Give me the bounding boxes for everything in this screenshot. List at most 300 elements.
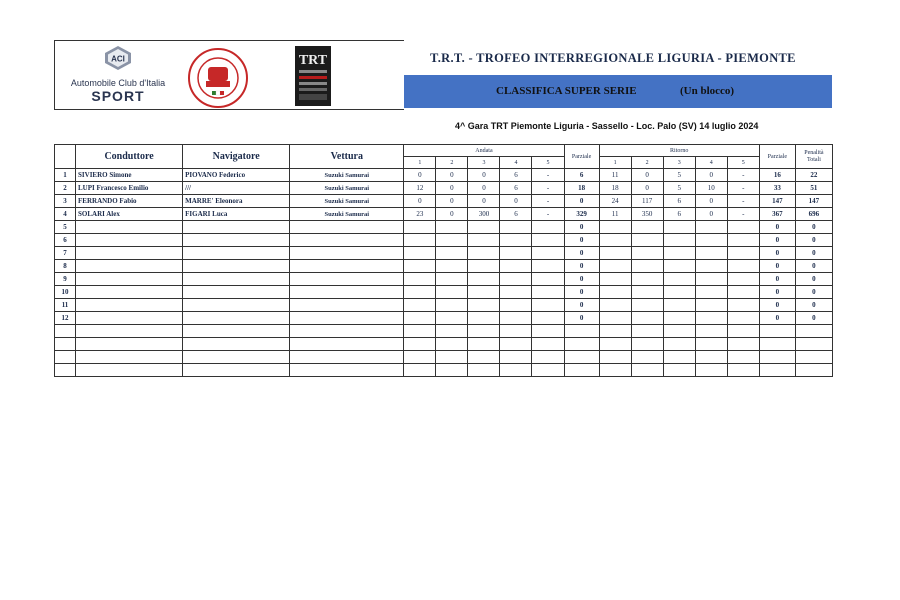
vettura-cell [290,312,404,325]
andata-prova-cell [404,234,436,247]
position-cell: 5 [55,221,76,234]
position-cell: 2 [55,182,76,195]
aci-sport-logo [63,45,173,107]
andata-prova-cell [532,221,564,234]
aci-emblem-icon [103,45,133,71]
andata-prova-cell [532,364,564,377]
ritorno-prova-cell: 350 [631,208,663,221]
position-cell: 7 [55,247,76,260]
totale-cell: 0 [795,286,832,299]
totale-cell [795,364,832,377]
andata-prova-cell [436,351,468,364]
andata-prova-cell [404,351,436,364]
ritorno-prova-cell [663,325,695,338]
header-penalita: Penalità Totali [795,145,832,169]
position-cell: 3 [55,195,76,208]
table-row [55,312,833,325]
vettura-cell: Suzuki Samurai [290,169,404,182]
header-andata-prova-4: 4 [500,157,532,169]
position-cell: 10 [55,286,76,299]
andata-prova-cell [468,312,500,325]
table-row [55,195,833,208]
ritorno-prova-cell [695,364,727,377]
parziale-ritorno-cell: 147 [759,195,795,208]
conduttore-cell [76,312,183,325]
aci-sport-text: SPORT [91,88,145,104]
ritorno-prova-cell [631,273,663,286]
svg-text:ACI: ACI [111,54,125,64]
andata-prova-cell [468,299,500,312]
table-row [55,169,833,182]
andata-prova-cell [500,312,532,325]
ritorno-prova-cell [663,364,695,377]
ritorno-prova-cell [695,273,727,286]
ritorno-prova-cell [599,338,631,351]
parziale-ritorno-cell [759,338,795,351]
conduttore-cell [76,299,183,312]
ritorno-prova-cell [727,234,759,247]
andata-prova-cell [468,338,500,351]
header-ritorno-prova-2: 2 [631,157,663,169]
parziale-andata-cell: 0 [564,299,599,312]
conduttore-cell [76,286,183,299]
header-andata-prova-2: 2 [436,157,468,169]
position-cell [55,351,76,364]
header-andata-prova-3: 3 [468,157,500,169]
andata-prova-cell [404,312,436,325]
andata-prova-cell [532,286,564,299]
andata-prova-cell [404,299,436,312]
parziale-andata-cell [564,351,599,364]
totale-cell: 0 [795,273,832,286]
ritorno-prova-cell [695,234,727,247]
andata-prova-cell [404,260,436,273]
ritorno-prova-cell [695,260,727,273]
andata-prova-cell: 6 [500,169,532,182]
andata-prova-cell [436,286,468,299]
header-ritorno-prova-5: 5 [727,157,759,169]
ritorno-prova-cell [663,221,695,234]
andata-prova-cell [500,286,532,299]
table-row [55,182,833,195]
ritorno-prova-cell [727,247,759,260]
andata-prova-cell: 0 [404,169,436,182]
andata-prova-cell: 0 [468,182,500,195]
position-cell: 1 [55,169,76,182]
totale-cell: 51 [795,182,832,195]
navigatore-cell: FIGARI Luca [183,208,290,221]
andata-prova-cell [468,325,500,338]
navigatore-cell [183,260,290,273]
navigatore-cell [183,364,290,377]
andata-prova-cell [500,299,532,312]
parziale-andata-cell: 0 [564,260,599,273]
andata-prova-cell [532,247,564,260]
ritorno-prova-cell [631,364,663,377]
ritorno-prova-cell [663,338,695,351]
ritorno-prova-cell [631,260,663,273]
andata-prova-cell [404,273,436,286]
parziale-ritorno-cell: 0 [759,234,795,247]
conduttore-cell [76,364,183,377]
position-cell [55,338,76,351]
parziale-ritorno-cell: 0 [759,247,795,260]
ritorno-prova-cell: 10 [695,182,727,195]
andata-prova-cell [532,351,564,364]
ritorno-prova-cell [695,351,727,364]
andata-prova-cell: - [532,169,564,182]
position-cell: 4 [55,208,76,221]
ritorno-prova-cell [695,338,727,351]
header-ritorno-prova-1: 1 [599,157,631,169]
andata-prova-cell: 6 [500,208,532,221]
ritorno-prova-cell [631,247,663,260]
ritorno-prova-cell: - [727,169,759,182]
ritorno-prova-cell: 5 [663,169,695,182]
conduttore-cell [76,351,183,364]
andata-prova-cell [500,273,532,286]
andata-prova-cell [500,325,532,338]
totale-cell: 0 [795,312,832,325]
andata-prova-cell: 0 [436,169,468,182]
header-conduttore: Conduttore [76,145,183,169]
position-cell: 8 [55,260,76,273]
andata-prova-cell [436,312,468,325]
totale-cell: 22 [795,169,832,182]
andata-prova-cell [532,234,564,247]
table-row [55,325,833,338]
andata-prova-cell [404,364,436,377]
ritorno-prova-cell [727,364,759,377]
navigatore-cell [183,247,290,260]
parziale-ritorno-cell [759,325,795,338]
conduttore-cell [76,221,183,234]
ritorno-prova-cell [663,299,695,312]
andata-prova-cell [404,338,436,351]
position-cell: 12 [55,312,76,325]
ritorno-prova-cell [599,221,631,234]
ritorno-prova-cell: 0 [695,195,727,208]
ritorno-prova-cell [663,351,695,364]
parziale-ritorno-cell [759,351,795,364]
header-ritorno-prova-4: 4 [695,157,727,169]
navigatore-cell [183,312,290,325]
position-cell [55,325,76,338]
andata-prova-cell [532,273,564,286]
ritorno-prova-cell: 11 [599,208,631,221]
ritorno-prova-cell: - [727,208,759,221]
andata-prova-cell [404,286,436,299]
ritorno-prova-cell [631,312,663,325]
navigatore-cell [183,325,290,338]
table-row [55,208,833,221]
parziale-ritorno-cell: 0 [759,299,795,312]
totale-cell: 696 [795,208,832,221]
totale-cell: 0 [795,247,832,260]
totale-cell: 0 [795,299,832,312]
andata-prova-cell [436,221,468,234]
header-parziale-ritorno: Parziale [759,145,795,169]
position-cell: 9 [55,273,76,286]
vettura-cell [290,351,404,364]
parziale-ritorno-cell: 16 [759,169,795,182]
ritorno-prova-cell [663,312,695,325]
totale-cell: 0 [795,234,832,247]
parziale-andata-cell: 329 [564,208,599,221]
vettura-cell [290,364,404,377]
navigatore-cell [183,273,290,286]
andata-prova-cell [436,247,468,260]
ritorno-prova-cell [599,247,631,260]
header-navigatore: Navigatore [183,145,290,169]
vettura-cell [290,299,404,312]
ritorno-prova-cell [727,312,759,325]
vettura-cell [290,247,404,260]
banner-subtitle: (Un blocco) [680,85,735,97]
parziale-ritorno-cell: 0 [759,312,795,325]
andata-prova-cell [532,260,564,273]
ritorno-prova-cell [599,260,631,273]
andata-prova-cell [532,312,564,325]
header-parziale-andata: Parziale [564,145,599,169]
andata-prova-cell: 6 [500,182,532,195]
event-info: 4^ Gara TRT Piemonte Liguria - Sassello - Loc. Palo (SV) 14 luglio 2024 [455,121,759,131]
navigatore-cell: /// [183,182,290,195]
vettura-cell [290,260,404,273]
ritorno-prova-cell [695,221,727,234]
ritorno-prova-cell: 117 [631,195,663,208]
ritorno-prova-cell [663,234,695,247]
ritorno-prova-cell: 24 [599,195,631,208]
andata-prova-cell [436,299,468,312]
ritorno-prova-cell [663,273,695,286]
parziale-ritorno-cell: 367 [759,208,795,221]
andata-prova-cell: - [532,182,564,195]
ritorno-prova-cell: - [727,182,759,195]
navigatore-cell: PIOVANO Federico [183,169,290,182]
vettura-cell [290,221,404,234]
ritorno-prova-cell: 18 [599,182,631,195]
header-vettura: Vettura [290,145,404,169]
table-row [55,247,833,260]
navigatore-cell [183,338,290,351]
ritorno-prova-cell: - [727,195,759,208]
conduttore-cell [76,338,183,351]
navigatore-cell [183,351,290,364]
ritorno-prova-cell [599,312,631,325]
ritorno-prova-cell [631,299,663,312]
andata-prova-cell: 0 [468,195,500,208]
parziale-andata-cell [564,364,599,377]
ritorno-prova-cell [695,247,727,260]
andata-prova-cell [468,260,500,273]
header-andata-prova-5: 5 [532,157,564,169]
conduttore-cell [76,247,183,260]
parziale-andata-cell: 0 [564,312,599,325]
page-title: T.R.T. - TROFEO INTERREGIONALE LIGURIA - PIEMONTE [430,51,796,65]
conduttore-cell: SOLARI Alex [76,208,183,221]
header-andata-prova-1: 1 [404,157,436,169]
ritorno-prova-cell [727,273,759,286]
table-row [55,234,833,247]
andata-prova-cell [532,338,564,351]
andata-prova-cell: 0 [404,195,436,208]
classification-table [54,144,833,377]
banner-title: CLASSIFICA SUPER SERIE [496,85,637,97]
andata-prova-cell: 0 [500,195,532,208]
ritorno-prova-cell [631,286,663,299]
conduttore-cell [76,273,183,286]
parziale-andata-cell: 0 [564,234,599,247]
conduttore-cell [76,260,183,273]
andata-prova-cell [532,299,564,312]
position-cell: 11 [55,299,76,312]
andata-prova-cell [468,351,500,364]
ritorno-prova-cell [599,325,631,338]
header-pos [55,145,76,169]
totale-cell [795,325,832,338]
conduttore-cell: LUPI Francesco Emilio [76,182,183,195]
parziale-ritorno-cell [759,364,795,377]
navigatore-cell: MARRE' Eleonora [183,195,290,208]
ritorno-prova-cell [727,286,759,299]
ritorno-prova-cell [695,299,727,312]
parziale-andata-cell: 0 [564,286,599,299]
navigatore-cell [183,221,290,234]
andata-prova-cell [436,234,468,247]
ritorno-prova-cell [727,299,759,312]
ritorno-prova-cell [599,234,631,247]
table-row [55,273,833,286]
andata-prova-cell: 0 [436,182,468,195]
ritorno-prova-cell [727,260,759,273]
vettura-cell: Suzuki Samurai [290,195,404,208]
ritorno-prova-cell [599,286,631,299]
parziale-andata-cell [564,338,599,351]
andata-prova-cell [500,234,532,247]
logo-box [54,40,404,110]
andata-prova-cell: 0 [436,195,468,208]
table-row [55,364,833,377]
table-row [55,286,833,299]
ritorno-prova-cell [695,286,727,299]
parziale-ritorno-cell: 0 [759,221,795,234]
navigatore-cell [183,299,290,312]
ritorno-prova-cell [599,299,631,312]
andata-prova-cell [500,260,532,273]
ritorno-prova-cell [727,325,759,338]
position-cell: 6 [55,234,76,247]
andata-prova-cell: 23 [404,208,436,221]
ritorno-prova-cell [727,338,759,351]
conduttore-cell: SIVIERO Simone [76,169,183,182]
andata-prova-cell [532,325,564,338]
andata-prova-cell [468,273,500,286]
table-row [55,260,833,273]
andata-prova-cell [404,221,436,234]
ritorno-prova-cell [695,325,727,338]
header-ritorno-prova-3: 3 [663,157,695,169]
ritorno-prova-cell: 0 [631,182,663,195]
ritorno-prova-cell [631,338,663,351]
parziale-andata-cell: 6 [564,169,599,182]
totale-cell: 0 [795,221,832,234]
andata-prova-cell [468,364,500,377]
ritorno-prova-cell [663,260,695,273]
totale-cell: 147 [795,195,832,208]
ritorno-prova-cell [631,234,663,247]
ritorno-prova-cell [599,273,631,286]
andata-prova-cell [468,247,500,260]
andata-prova-cell [500,351,532,364]
ritorno-prova-cell: 6 [663,195,695,208]
ritorno-prova-cell [663,247,695,260]
vettura-cell [290,325,404,338]
table-row [55,338,833,351]
table-row [55,299,833,312]
andata-prova-cell [436,260,468,273]
vettura-cell: Suzuki Samurai [290,182,404,195]
parziale-andata-cell: 0 [564,195,599,208]
trt-logo-icon [295,46,331,106]
ritorno-prova-cell [695,312,727,325]
ritorno-prova-cell [663,286,695,299]
federation-seal-icon [187,47,249,109]
parziale-andata-cell: 0 [564,221,599,234]
vettura-cell [290,338,404,351]
parziale-andata-cell: 0 [564,247,599,260]
ritorno-prova-cell: 0 [695,208,727,221]
andata-prova-cell [468,234,500,247]
ritorno-prova-cell: 11 [599,169,631,182]
andata-prova-cell [436,273,468,286]
ritorno-prova-cell: 5 [663,182,695,195]
parziale-andata-cell: 18 [564,182,599,195]
andata-prova-cell [436,325,468,338]
totale-cell [795,338,832,351]
trt-logo-text: TRT [298,53,328,68]
andata-prova-cell [436,338,468,351]
table-row [55,221,833,234]
andata-prova-cell [404,247,436,260]
navigatore-cell [183,286,290,299]
andata-prova-cell [436,364,468,377]
conduttore-cell [76,325,183,338]
andata-prova-cell [500,338,532,351]
parziale-andata-cell [564,325,599,338]
andata-prova-cell [500,364,532,377]
andata-prova-cell: 0 [436,208,468,221]
ritorno-prova-cell [631,221,663,234]
andata-prova-cell: 0 [468,169,500,182]
conduttore-cell: FERRANDO Fabio [76,195,183,208]
ritorno-prova-cell [727,351,759,364]
ritorno-prova-cell: 0 [695,169,727,182]
ritorno-prova-cell [631,325,663,338]
parziale-ritorno-cell: 0 [759,260,795,273]
andata-prova-cell [404,325,436,338]
header-ritorno: Ritorno [599,145,759,157]
ritorno-prova-cell: 0 [631,169,663,182]
andata-prova-cell [500,221,532,234]
vettura-cell: Suzuki Samurai [290,208,404,221]
position-cell [55,364,76,377]
vettura-cell [290,234,404,247]
navigatore-cell [183,234,290,247]
andata-prova-cell: - [532,195,564,208]
vettura-cell [290,273,404,286]
vettura-cell [290,286,404,299]
